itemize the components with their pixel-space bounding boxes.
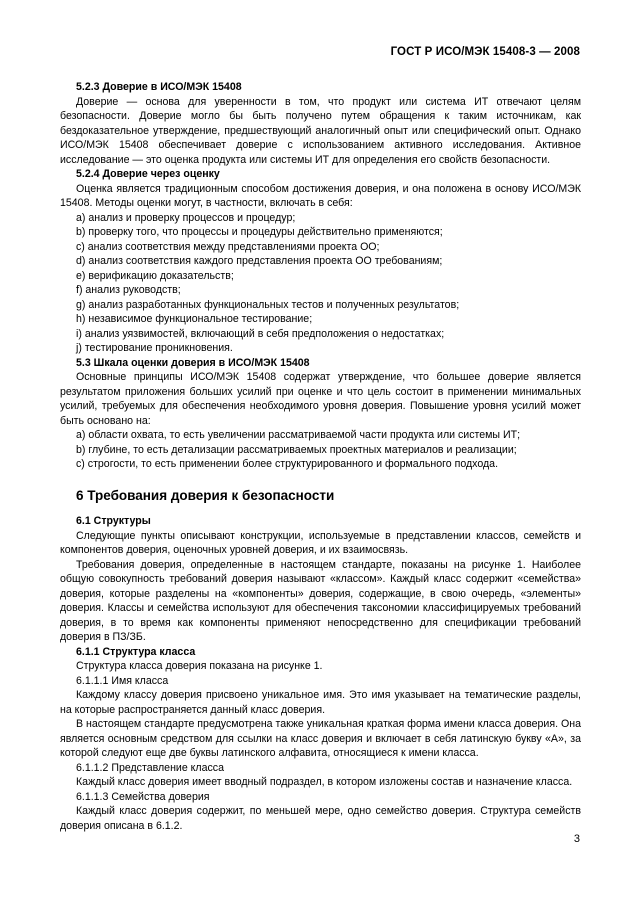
list-item: e) верификацию доказательств; <box>76 269 234 282</box>
list-item: f) анализ руководств; <box>76 284 181 296</box>
list-item: j) тестирование проникновения. <box>76 342 233 354</box>
section-6-1-title: 6.1 Структуры <box>76 515 151 527</box>
section-6-1-1-2-paragraph: Каждый класс доверия имеет вводный подраздел, в котором изложены состав и назначение класса. <box>76 776 573 788</box>
list-item: a) области охвата, то есть увеличении рассматриваемой части продукта или системы ИТ; <box>76 429 521 441</box>
section-5-2-3-title: 5.2.3 Доверие в ИСО/МЭК 15408 <box>76 81 242 93</box>
section-6-title: 6 Требования доверия к безопасности <box>76 487 335 503</box>
section-6-1-1-1-title: 6.1.1.1 Имя класса <box>76 674 169 687</box>
section-6-1-1-2-title: 6.1.1.2 Представление класса <box>76 761 224 774</box>
page-number: 3 <box>573 833 580 845</box>
page-body <box>60 80 581 833</box>
section-6-1-1-3-title: 6.1.1.3 Семейства доверия <box>76 790 210 803</box>
section-6-1-1-3-paragraph: Каждый класс доверия содержит, по меньшей мере, одно семейство доверия. Структура семейств доверия описана в 6.1.2. <box>60 805 581 832</box>
section-5-2-4-paragraph: Оценка является традиционным способом достижения доверия, и она положена в основу ИСО/МЭК 15408. Методы оценки могут, в частности, включать в себя: <box>60 182 581 209</box>
document-code-header: ГОСТ Р ИСО/МЭК 15408-3 — 2008 <box>390 46 580 58</box>
section-6-1-1-1-paragraph-2: В настоящем стандарте предусмотрена также уникальная краткая форма имени класса доверия. Она является основным средством для ссылки на класс доверия и включает в себя латинскую букву «А», за которой следуют еще две буквы латинского алфавита, относящиеся к имени класса. <box>60 718 581 759</box>
section-5-3-title: 5.3 Шкала оценки доверия в ИСО/МЭК 15408 <box>76 356 310 369</box>
section-6-1-paragraph-2: Требования доверия, определенные в настоящем стандарте, показаны на рисунке 1. Наиболее общую совокупность требований доверия называют «классом». Каждый класс содержит «семейства» доверия, которые разделены на «компоненты» доверия, содержащие, в свою очередь, «элементы» доверия. Классы и семейства используют для обеспечения таксономии классифицируемых требований доверия, в то время как компоненты применяют непосредственно для спецификации требований доверия в ПЗ/ЗБ. <box>60 558 581 643</box>
section-6-1-1-title: 6.1.1 Структура класса <box>76 645 196 658</box>
list-item: a) анализ и проверку процессов и процедур; <box>76 211 296 224</box>
list-item: b) глубине, то есть детализации рассматриваемых проектных материалов и реализации; <box>76 443 517 456</box>
list-item: c) строгости, то есть применении более структурированного и формального подхода. <box>76 458 499 470</box>
section-6-1-1-paragraph: Структура класса доверия показана на рисунке 1. <box>76 660 323 672</box>
list-item: g) анализ разработанных функциональных тестов и полученных результатов; <box>76 298 460 311</box>
list-item: h) независимое функциональное тестирование; <box>76 313 313 325</box>
section-5-2-3-paragraph: Доверие — основа для уверенности в том, что продукт или система ИТ отвечают целям безопасности. Доверие могло бы быть получено путем обращения к таким источникам, как бездоказательное утверждение, предшествующий аналогичный опыт или специфический опыт. Однако ИСО/МЭК 15408 обеспечивает доверие с использованием активного исследования. Активное исследование — это оценка продукта или системы ИТ для определения его свойств безопасности. <box>60 95 581 166</box>
section-6-1-1-1-paragraph-1: Каждому классу доверия присвоено уникальное имя. Это имя указывает на тематические разделы, на которые распространяется данный класс доверия. <box>60 689 581 716</box>
section-5-2-4-title: 5.2.4 Доверие через оценку <box>76 168 220 180</box>
section-6-1-paragraph-1: Следующие пункты описывают конструкции, используемые в представлении классов, семейств и компонентов доверия, оценочных уровней доверия, и их взаимосвязь. <box>60 529 581 556</box>
list-item: c) анализ соответствия между представлениями проекта ОО; <box>76 240 380 253</box>
list-item: d) анализ соответствия каждого представления проекта ОО требованиям; <box>76 255 443 267</box>
list-item: i) анализ уязвимостей, включающий в себя предположения о недостатках; <box>76 327 445 340</box>
list-item: b) проверку того, что процессы и процедуры действительно применяются; <box>76 226 443 238</box>
section-5-3-paragraph: Основные принципы ИСО/МЭК 15408 содержат утверждение, что большее доверие является результатом приложения больших усилий при оценке и что цель состоит в применении минимальных усилий, требуемых для обеспечения необходимого уровня доверия. Повышение уровня усилий может быть основано на: <box>60 371 581 427</box>
